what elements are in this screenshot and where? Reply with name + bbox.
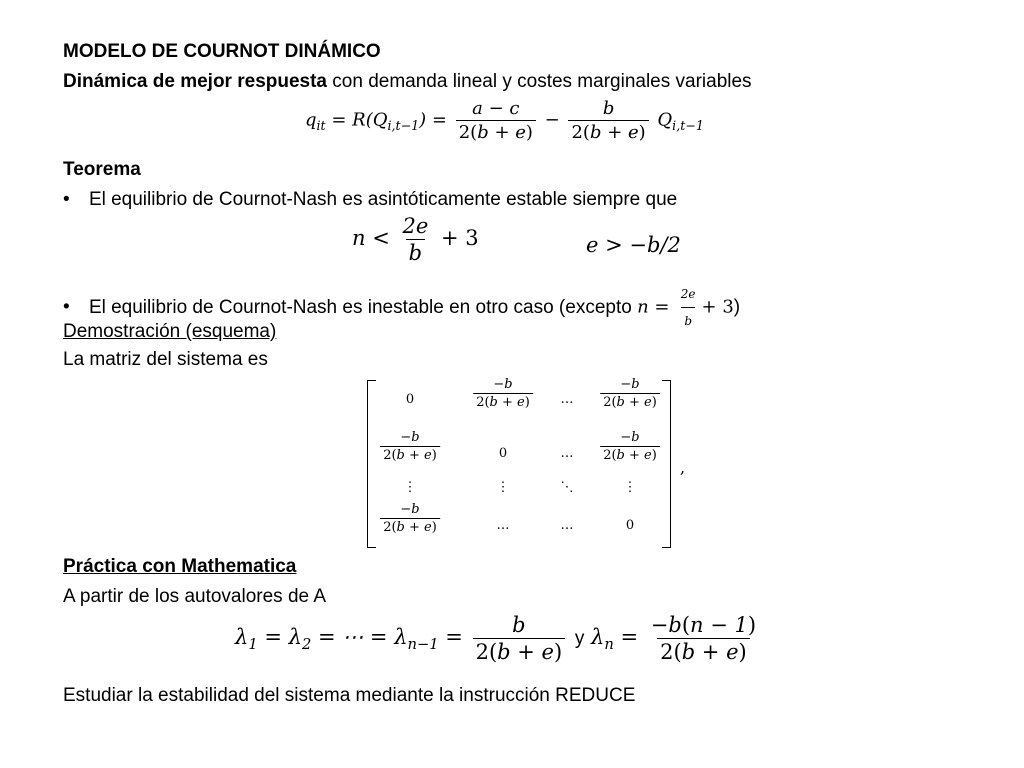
bullet-1 <box>63 188 677 212</box>
eigen-intro: A partir de los autovalores de A <box>63 586 326 607</box>
bullet-marker: • <box>63 189 70 210</box>
demo-heading: Demostración (esquema) <box>63 321 277 342</box>
matrix-cell: $\frac{-b}{2(b + e)}$ <box>473 377 533 410</box>
practice-heading: Práctica con Mathematica <box>63 556 297 577</box>
slide-title: MODELO DE COURNOT DINÁMICO <box>63 41 381 62</box>
eigen-conjunction: y <box>574 628 585 649</box>
subtitle-rest: con demanda lineal y costes marginales variables <box>327 71 752 92</box>
matrix-cell: … <box>560 446 574 461</box>
matrix-intro: La matriz del sistema es <box>63 349 268 370</box>
stability-condition-e: e > −b/2 <box>586 233 681 257</box>
best-response-equation: $q_{it} = R(Q_{i,t-1})$ = $\frac{a - c}{2(b + e)}$ − $\frac{b}{2(b + e)}$ $Q_{i,t-1}$ <box>305 98 704 143</box>
theorem-heading: Teorema <box>63 159 141 180</box>
matrix-cell: 0 <box>625 518 635 533</box>
matrix-cell: ⋮ <box>403 480 417 495</box>
matrix-cell: ⋱ <box>560 480 574 495</box>
matrix-cell: … <box>496 518 510 533</box>
matrix-left-bracket <box>367 380 376 548</box>
matrix-cell: $\frac{-b}{2(b + e)}$ <box>380 430 440 463</box>
matrix-cell: … <box>560 518 574 533</box>
final-instruction: Estudiar la estabilidad del sistema mediante la instrucción REDUCE <box>63 685 636 706</box>
matrix-cell: 0 <box>498 446 508 461</box>
subtitle-bold: Dinámica de mejor respuesta <box>63 71 327 92</box>
eigenvalues-equation: $\lambda_1 = \lambda_2$ = ⋯ = $\lambda_{n-1}$ = $\frac{b}{2(b + e)}$ y $\lambda_n$ = $\frac{-b(n - 1)}{2(b + e)}$ <box>235 613 757 664</box>
bullet-1-text: El equilibrio de Cournot-Nash es asintóticamente estable siempre que <box>88 189 678 210</box>
matrix-cell: $\frac{-b}{2(b + e)}$ <box>380 502 440 535</box>
bullet-2: • El equilibrio de Cournot-Nash es inestable en otro caso (excepto n = $\frac{2e}{b}$ + 3) <box>63 282 740 333</box>
matrix-cell: ⋮ <box>496 480 510 495</box>
bullet-2-text: El equilibrio de Cournot-Nash es inestable en otro caso (excepto <box>88 296 638 318</box>
bullet-2-close: ) <box>733 296 741 318</box>
matrix-cell: 0 <box>405 392 415 407</box>
matrix-right-bracket <box>662 380 671 548</box>
bullet-marker: • <box>63 296 70 318</box>
matrix-cell: $\frac{-b}{2(b + e)}$ <box>600 377 660 410</box>
matrix-comma: , <box>680 458 686 477</box>
matrix-cell: … <box>560 392 574 407</box>
matrix-cell: ⋮ <box>623 480 637 495</box>
matrix-cell: $\frac{-b}{2(b + e)}$ <box>600 430 660 463</box>
slide-subtitle <box>63 70 752 94</box>
stability-condition-n: n < $\frac{2e}{b}$ + 3 <box>352 214 479 265</box>
